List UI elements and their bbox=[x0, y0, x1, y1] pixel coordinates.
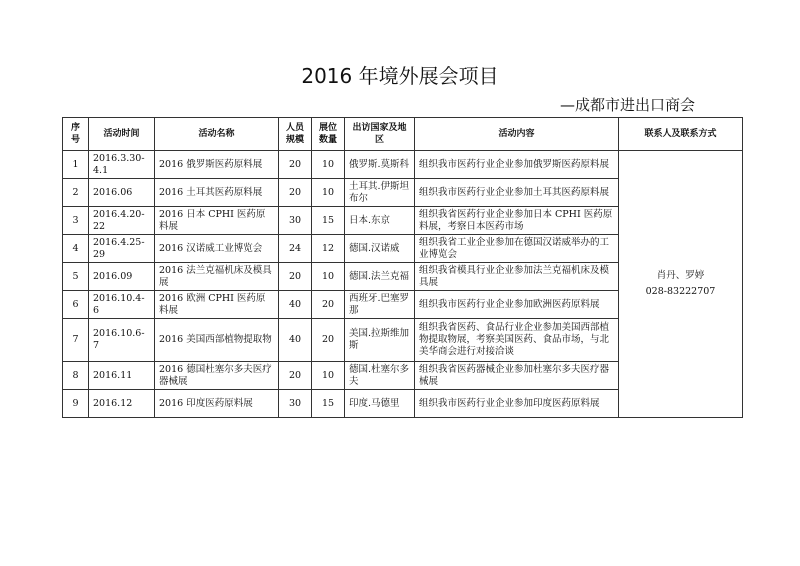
col-header-contact: 联系人及联系方式 bbox=[619, 118, 743, 151]
cell-country: 德国.杜塞尔多夫 bbox=[345, 362, 415, 390]
cell-country: 德国.法兰克福 bbox=[345, 263, 415, 291]
cell-content: 组织我省医药行业企业参加日本 CPHI 医药原料展，考察日本医药市场 bbox=[415, 207, 619, 235]
cell-booths: 10 bbox=[312, 362, 345, 390]
col-header-booths: 展位数量 bbox=[312, 118, 345, 151]
cell-time: 2016.10.6-7 bbox=[89, 319, 155, 362]
cell-no: 6 bbox=[63, 291, 89, 319]
cell-people: 30 bbox=[279, 390, 312, 418]
col-header-people: 人员规模 bbox=[279, 118, 312, 151]
cell-name: 2016 美国西部植物提取物 bbox=[155, 319, 279, 362]
cell-time: 2016.10.4-6 bbox=[89, 291, 155, 319]
cell-country: 西班牙.巴塞罗那 bbox=[345, 291, 415, 319]
cell-no: 3 bbox=[63, 207, 89, 235]
cell-time: 2016.12 bbox=[89, 390, 155, 418]
col-header-content: 活动内容 bbox=[415, 118, 619, 151]
cell-country: 俄罗斯.莫斯科 bbox=[345, 151, 415, 179]
cell-time: 2016.11 bbox=[89, 362, 155, 390]
cell-content: 组织我省医药、食品行业企业参加美国西部植物提取物展，考察美国医药、食品市场，与北美华商会进行对接洽谈 bbox=[415, 319, 619, 362]
cell-people: 20 bbox=[279, 362, 312, 390]
cell-time: 2016.4.20-22 bbox=[89, 207, 155, 235]
cell-name: 2016 土耳其医药原料展 bbox=[155, 179, 279, 207]
cell-contact bbox=[619, 151, 743, 418]
cell-country: 土耳其.伊斯坦布尔 bbox=[345, 179, 415, 207]
cell-content: 组织我市医药行业企业参加印度医药原料展 bbox=[415, 390, 619, 418]
cell-name: 2016 法兰克福机床及模具展 bbox=[155, 263, 279, 291]
cell-booths: 15 bbox=[312, 390, 345, 418]
cell-time: 2016.09 bbox=[89, 263, 155, 291]
exhibition-table bbox=[62, 117, 743, 418]
cell-booths: 15 bbox=[312, 207, 345, 235]
cell-country: 德国.汉诺威 bbox=[345, 235, 415, 263]
cell-content: 组织我省模具行业企业参加法兰克福机床及模具展 bbox=[415, 263, 619, 291]
cell-people: 40 bbox=[279, 319, 312, 362]
col-header-time: 活动时间 bbox=[89, 118, 155, 151]
cell-country: 美国.拉斯维加斯 bbox=[345, 319, 415, 362]
page-title: 2016 年境外展会项目 bbox=[301, 64, 499, 88]
table-header-row bbox=[63, 118, 743, 151]
cell-time: 2016.06 bbox=[89, 179, 155, 207]
contact-names: 肖丹、罗婷 bbox=[656, 270, 705, 281]
col-header-name: 活动名称 bbox=[155, 118, 279, 151]
cell-content: 组织我市医药行业企业参加俄罗斯医药原料展 bbox=[415, 151, 619, 179]
cell-booths: 10 bbox=[312, 263, 345, 291]
cell-no: 7 bbox=[63, 319, 89, 362]
cell-content: 组织我省医药器械企业参加杜塞尔多夫医疗器械展 bbox=[415, 362, 619, 390]
cell-people: 30 bbox=[279, 207, 312, 235]
col-header-country: 出访国家及地区 bbox=[345, 118, 415, 151]
cell-country: 日本.东京 bbox=[345, 207, 415, 235]
cell-no: 8 bbox=[63, 362, 89, 390]
organizer-subtitle: —成都市进出口商会 bbox=[560, 96, 696, 114]
cell-booths: 10 bbox=[312, 151, 345, 179]
cell-name: 2016 日本 CPHI 医药原料展 bbox=[155, 207, 279, 235]
cell-booths: 20 bbox=[312, 319, 345, 362]
cell-people: 24 bbox=[279, 235, 312, 263]
cell-time: 2016.4.25-29 bbox=[89, 235, 155, 263]
cell-no: 9 bbox=[63, 390, 89, 418]
cell-people: 40 bbox=[279, 291, 312, 319]
cell-no: 1 bbox=[63, 151, 89, 179]
cell-people: 20 bbox=[279, 151, 312, 179]
cell-name: 2016 印度医药原料展 bbox=[155, 390, 279, 418]
table-row bbox=[63, 151, 743, 179]
cell-people: 20 bbox=[279, 263, 312, 291]
cell-content: 组织我市医药行业企业参加土耳其医药原料展 bbox=[415, 179, 619, 207]
cell-name: 2016 德国杜塞尔多夫医疗器械展 bbox=[155, 362, 279, 390]
cell-content: 组织我市医药行业企业参加欧洲医药原料展 bbox=[415, 291, 619, 319]
cell-country: 印度.马德里 bbox=[345, 390, 415, 418]
cell-booths: 12 bbox=[312, 235, 345, 263]
cell-no: 2 bbox=[63, 179, 89, 207]
cell-name: 2016 汉诺威工业博览会 bbox=[155, 235, 279, 263]
cell-content: 组织我省工业企业参加在德国汉诺威举办的工业博览会 bbox=[415, 235, 619, 263]
cell-booths: 10 bbox=[312, 179, 345, 207]
col-header-no: 序号 bbox=[63, 118, 89, 151]
cell-time: 2016.3.30-4.1 bbox=[89, 151, 155, 179]
cell-no: 5 bbox=[63, 263, 89, 291]
cell-booths: 20 bbox=[312, 291, 345, 319]
cell-name: 2016 欧洲 CPHI 医药原料展 bbox=[155, 291, 279, 319]
cell-people: 20 bbox=[279, 179, 312, 207]
contact-phone: 028-83222707 bbox=[645, 286, 716, 297]
cell-name: 2016 俄罗斯医药原料展 bbox=[155, 151, 279, 179]
cell-no: 4 bbox=[63, 235, 89, 263]
